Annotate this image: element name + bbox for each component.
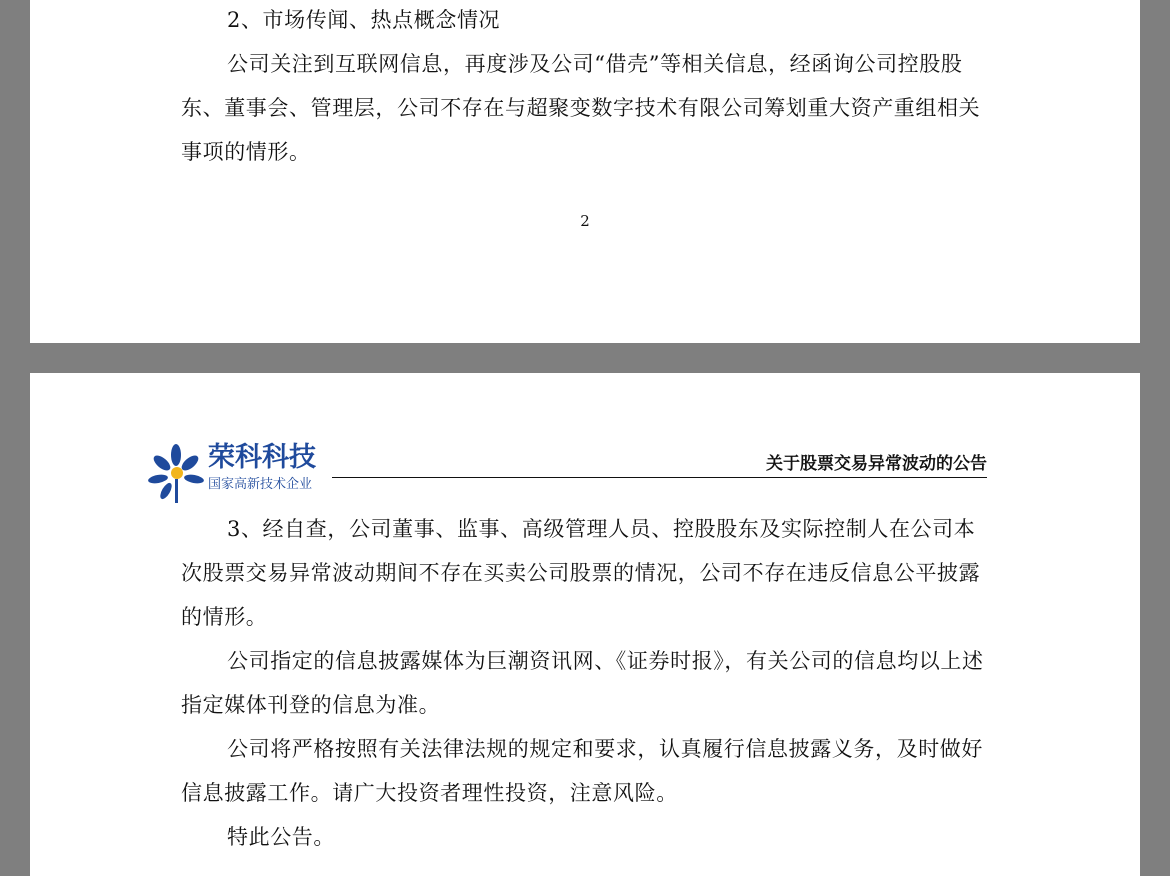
paragraph: 公司将严格按照有关法律法规的规定和要求，认真履行信息披露义务，及时做好信息披露工作。请广大投资者理性投资，注意风险。 xyxy=(181,737,983,805)
header-divider xyxy=(332,477,987,478)
page-number: 2 xyxy=(580,212,590,230)
paragraph: 3、经自查，公司董事、监事、高级管理人员、控股股东及实际控制人在公司本次股票交易异常波动期间不存在买卖公司股票的情况，公司不存在违反信息公平披露的情形。 xyxy=(181,517,981,629)
document-page-1 xyxy=(30,0,1140,343)
company-logo xyxy=(146,441,336,505)
paragraph: 公司指定的信息披露媒体为巨潮资讯网、《证券时报》，有关公司的信息均以上述指定媒体刊登的信息为准。 xyxy=(181,649,984,717)
paragraph: 公司关注到互联网信息，再度涉及公司“借壳”等相关信息，经函询公司控股股东、董事会、管理层，公司不存在与超聚变数字技术有限公司筹划重大资产重组相关事项的情形。 xyxy=(181,52,981,164)
flower-logo-icon xyxy=(146,441,208,505)
closing-line: 特此公告。 xyxy=(227,825,335,849)
document-page-2 xyxy=(30,373,1140,876)
section-heading: 2、市场传闻、热点概念情况 xyxy=(227,8,501,32)
logo-name: 荣科科技 xyxy=(208,442,316,473)
logo-subtitle: 国家高新技术企业 xyxy=(208,477,313,492)
header-title: 关于股票交易异常波动的公告 xyxy=(766,454,987,474)
